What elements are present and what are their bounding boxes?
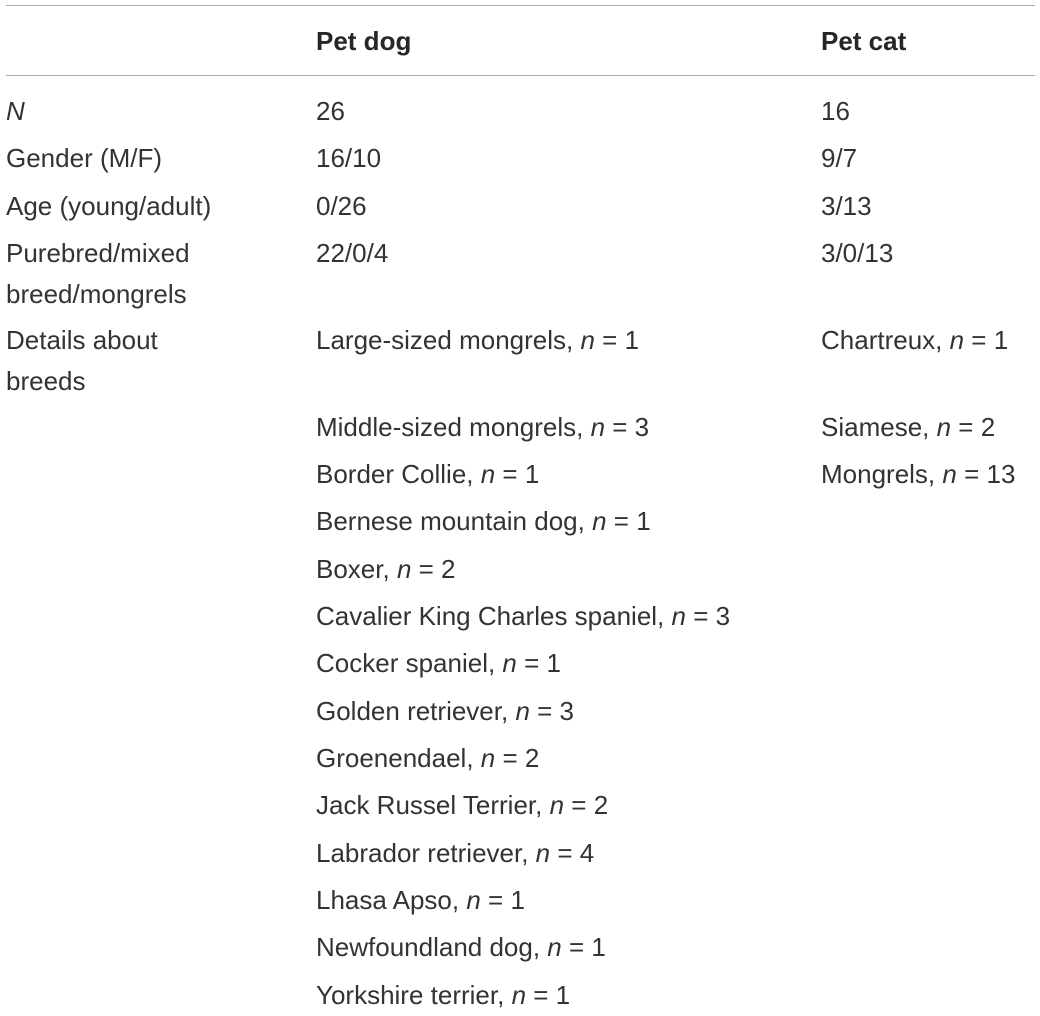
breed-count: 1: [524, 459, 540, 489]
breed-count: 1: [636, 506, 651, 536]
breed-count: 2: [441, 554, 456, 584]
n-symbol: n: [547, 932, 562, 962]
dog-breed-item: [316, 975, 570, 1016]
equals-sign: =: [605, 412, 635, 442]
dog-breed-item: [316, 596, 730, 637]
dog-breed-item: [316, 643, 561, 684]
breed-name: Yorkshire terrier,: [316, 980, 512, 1010]
header-pet-cat: Pet cat: [821, 26, 907, 56]
dog-breed-item: [316, 691, 574, 732]
n-symbol: n: [949, 325, 965, 355]
breed-count: 2: [593, 790, 609, 820]
breed-count: 2: [524, 743, 540, 773]
row-label-breed-type-line1: Purebred/mixed: [6, 238, 190, 268]
equals-sign: =: [561, 932, 592, 962]
breed-name: Chartreux,: [821, 325, 950, 355]
dog-breed-item: [316, 320, 639, 361]
equals-sign: =: [495, 459, 525, 489]
breed-count: 3: [634, 412, 650, 442]
breed-name: Newfoundland dog,: [316, 932, 548, 962]
breed-count: 1: [510, 885, 525, 915]
n-symbol: n: [580, 325, 595, 355]
cell-dog-breed-type: 22/0/4: [316, 238, 389, 268]
dog-breed-item: [316, 501, 651, 542]
breed-name: Labrador retriever,: [316, 838, 536, 868]
dog-breed-item: [316, 833, 594, 874]
equals-sign: =: [685, 601, 716, 631]
cat-breed-item: [821, 454, 1015, 495]
n-symbol: n: [480, 459, 496, 489]
row-label-gender: Gender (M/F): [6, 143, 163, 173]
breed-name: Lhasa Apso,: [316, 885, 467, 915]
n-symbol: n: [515, 696, 530, 726]
cell-dog-age: 0/26: [316, 191, 367, 221]
breed-name: Mongrels,: [821, 459, 943, 489]
n-symbol: n: [592, 506, 607, 536]
breed-count: 1: [591, 932, 606, 962]
n-symbol: n: [480, 743, 496, 773]
cell-cat-breed-type: 3/0/13: [821, 238, 894, 268]
breed-name: Large-sized mongrels,: [316, 325, 581, 355]
n-symbol: n: [942, 459, 957, 489]
equals-sign: =: [550, 838, 580, 868]
equals-sign: =: [516, 648, 547, 678]
equals-sign: =: [964, 325, 994, 355]
breed-count: 2: [980, 412, 996, 442]
breed-name: Bernese mountain dog,: [316, 506, 593, 536]
cell-cat-gender: 9/7: [821, 143, 858, 173]
equals-sign: =: [526, 980, 556, 1010]
breed-count: 1: [555, 980, 571, 1010]
breed-name: Cocker spaniel,: [316, 648, 503, 678]
n-symbol: n: [671, 601, 686, 631]
equals-sign: =: [480, 885, 511, 915]
equals-sign: =: [956, 459, 987, 489]
breed-count: 1: [546, 648, 561, 678]
n-symbol: n: [466, 885, 481, 915]
top-rule: [6, 5, 1035, 6]
breed-name: Cavalier King Charles spaniel,: [316, 601, 672, 631]
equals-sign: =: [564, 790, 594, 820]
breed-count: 1: [624, 325, 640, 355]
breed-name: Middle-sized mongrels,: [316, 412, 591, 442]
dog-breed-item: [316, 407, 649, 448]
row-label-details-line2: breeds: [6, 366, 86, 396]
header-pet-dog: Pet dog: [316, 26, 412, 56]
breed-count: 3: [559, 696, 575, 726]
n-symbol: n: [590, 412, 606, 442]
dog-breed-item: [316, 927, 606, 968]
n-symbol: n: [511, 980, 527, 1010]
breed-name: Jack Russel Terrier,: [316, 790, 550, 820]
n-symbol: n: [549, 790, 565, 820]
n-symbol: n: [502, 648, 517, 678]
breed-count: 13: [986, 459, 1016, 489]
n-symbol: n: [535, 838, 551, 868]
n-symbol: n: [936, 412, 952, 442]
breed-name: Boxer,: [316, 554, 397, 584]
dog-breed-item: [316, 785, 608, 826]
row-label-details-line1: Details about: [6, 325, 158, 355]
cell-dog-gender: 16/10: [316, 143, 382, 173]
cell-cat-age: 3/13: [821, 191, 872, 221]
row-label-age: Age (young/adult): [6, 191, 212, 221]
equals-sign: =: [529, 696, 560, 726]
header-rule: [6, 75, 1035, 76]
equals-sign: =: [411, 554, 442, 584]
breed-name: Siamese,: [821, 412, 937, 442]
breed-name: Golden retriever,: [316, 696, 516, 726]
cat-breed-item: [821, 320, 1008, 361]
equals-sign: =: [951, 412, 981, 442]
breed-count: 4: [579, 838, 595, 868]
cell-cat-n: 16: [821, 96, 850, 126]
breed-name: Border Collie,: [316, 459, 481, 489]
cell-dog-n: 26: [316, 96, 345, 126]
dog-breed-item: [316, 738, 539, 779]
n-symbol: n: [396, 554, 412, 584]
equals-sign: =: [594, 325, 625, 355]
breed-count: 3: [715, 601, 731, 631]
equals-sign: =: [606, 506, 637, 536]
dog-breed-item: [316, 454, 539, 495]
row-label-n: N: [6, 96, 25, 126]
cat-breed-item: [821, 407, 995, 448]
breed-name: Groenendael,: [316, 743, 481, 773]
dog-breed-item: [316, 880, 525, 921]
breed-count: 1: [993, 325, 1009, 355]
equals-sign: =: [495, 743, 525, 773]
row-label-breed-type-line2: breed/mongrels: [6, 279, 187, 309]
dog-breed-item: [316, 549, 456, 590]
